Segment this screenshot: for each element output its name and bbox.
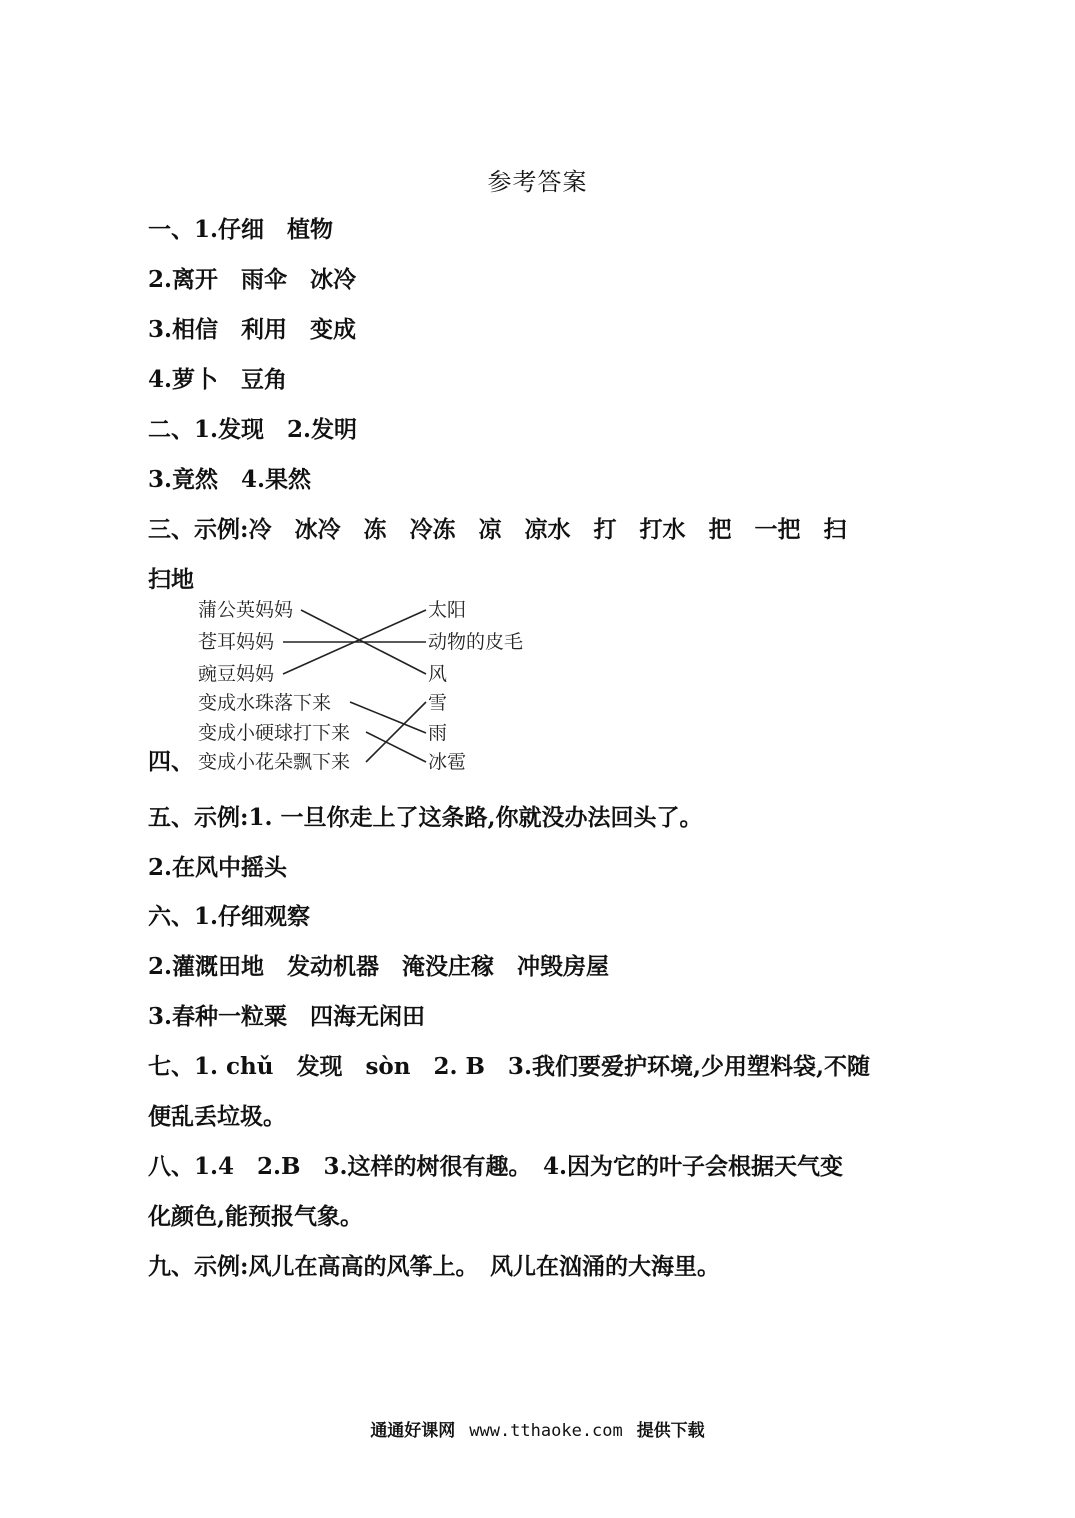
match-left-4: 变成水珠落下来 (198, 692, 332, 714)
match-right-3: 风 (428, 663, 448, 685)
match-right-5: 雨 (428, 722, 448, 744)
match-right-1: 太阳 (428, 599, 467, 621)
answer-6-line-1: 六、1.仔细观察 (148, 903, 311, 930)
answer-8-line-1: 八、1.4 2.B 3.这样的树很有趣。 4.因为它的叶子会根据天气变 (148, 1153, 843, 1180)
answer-2-line-2: 3.竟然 4.果然 (148, 466, 312, 493)
match-right-2: 动物的皮毛 (428, 631, 524, 653)
line-drops-rain (350, 702, 426, 733)
answer-9-line-1: 九、示例:风儿在高高的风筝上。 风儿在汹涌的大海里。 (148, 1253, 720, 1280)
line-balls-hail (366, 732, 426, 762)
answer-1-line-4: 4.萝卜 豆角 (148, 366, 288, 393)
answer-8-line-2: 化颜色,能预报气象。 (148, 1203, 364, 1230)
answer-5-line-2: 2.在风中摇头 (148, 854, 288, 881)
match-left-2: 苍耳妈妈 (198, 631, 275, 653)
footer-site-name: 通通好课网 (370, 1421, 456, 1441)
answer-1-line-2: 2.离开 雨伞 冰冷 (148, 266, 357, 293)
footer-tail: 提供下载 (636, 1421, 705, 1441)
matching-lines (148, 594, 568, 780)
match-left-1: 蒲公英妈妈 (198, 599, 294, 621)
answer-3-line-1: 三、示例:冷 冰冷 冻 冷冻 凉 凉水 打 打水 把 一把 扫 (148, 516, 847, 543)
matching-diagram (148, 594, 568, 780)
footer (0, 1416, 1075, 1441)
answer-2-line-1: 二、1.发现 2.发明 (148, 416, 358, 443)
answer-6-line-2: 2.灌溉田地 发动机器 淹没庄稼 冲毁房屋 (148, 953, 610, 980)
answer-1-line-3: 3.相信 利用 变成 (148, 316, 357, 343)
match-left-5: 变成小硬球打下来 (198, 722, 351, 744)
answer-1-line-1: 一、1.仔细 植物 (148, 216, 334, 243)
match-left-6: 变成小花朵飘下来 (198, 751, 351, 773)
line-flowers-snow (366, 702, 426, 762)
answer-5-line-1: 五、示例:1. 一旦你走上了这条路,你就没办法回头了。 (148, 804, 703, 831)
page-title: 参考答案 (487, 168, 588, 196)
answer-4-prefix: 四、 (148, 748, 194, 775)
match-right-4: 雪 (428, 692, 448, 714)
match-right-6: 冰雹 (428, 751, 467, 773)
answer-7-line-1: 七、1. chǔ 发现 sòn 2. B 3.我们要爱护环境,少用塑料袋,不随 (148, 1053, 870, 1080)
match-left-3: 豌豆妈妈 (198, 663, 275, 685)
answer-6-line-3: 3.春种一粒粟 四海无闲田 (148, 1003, 426, 1030)
footer-url-link[interactable]: www.tthaoke.com (469, 1421, 623, 1441)
answer-7-line-2: 便乱丢垃圾。 (148, 1103, 286, 1130)
answer-3-line-2: 扫地 (148, 566, 194, 593)
